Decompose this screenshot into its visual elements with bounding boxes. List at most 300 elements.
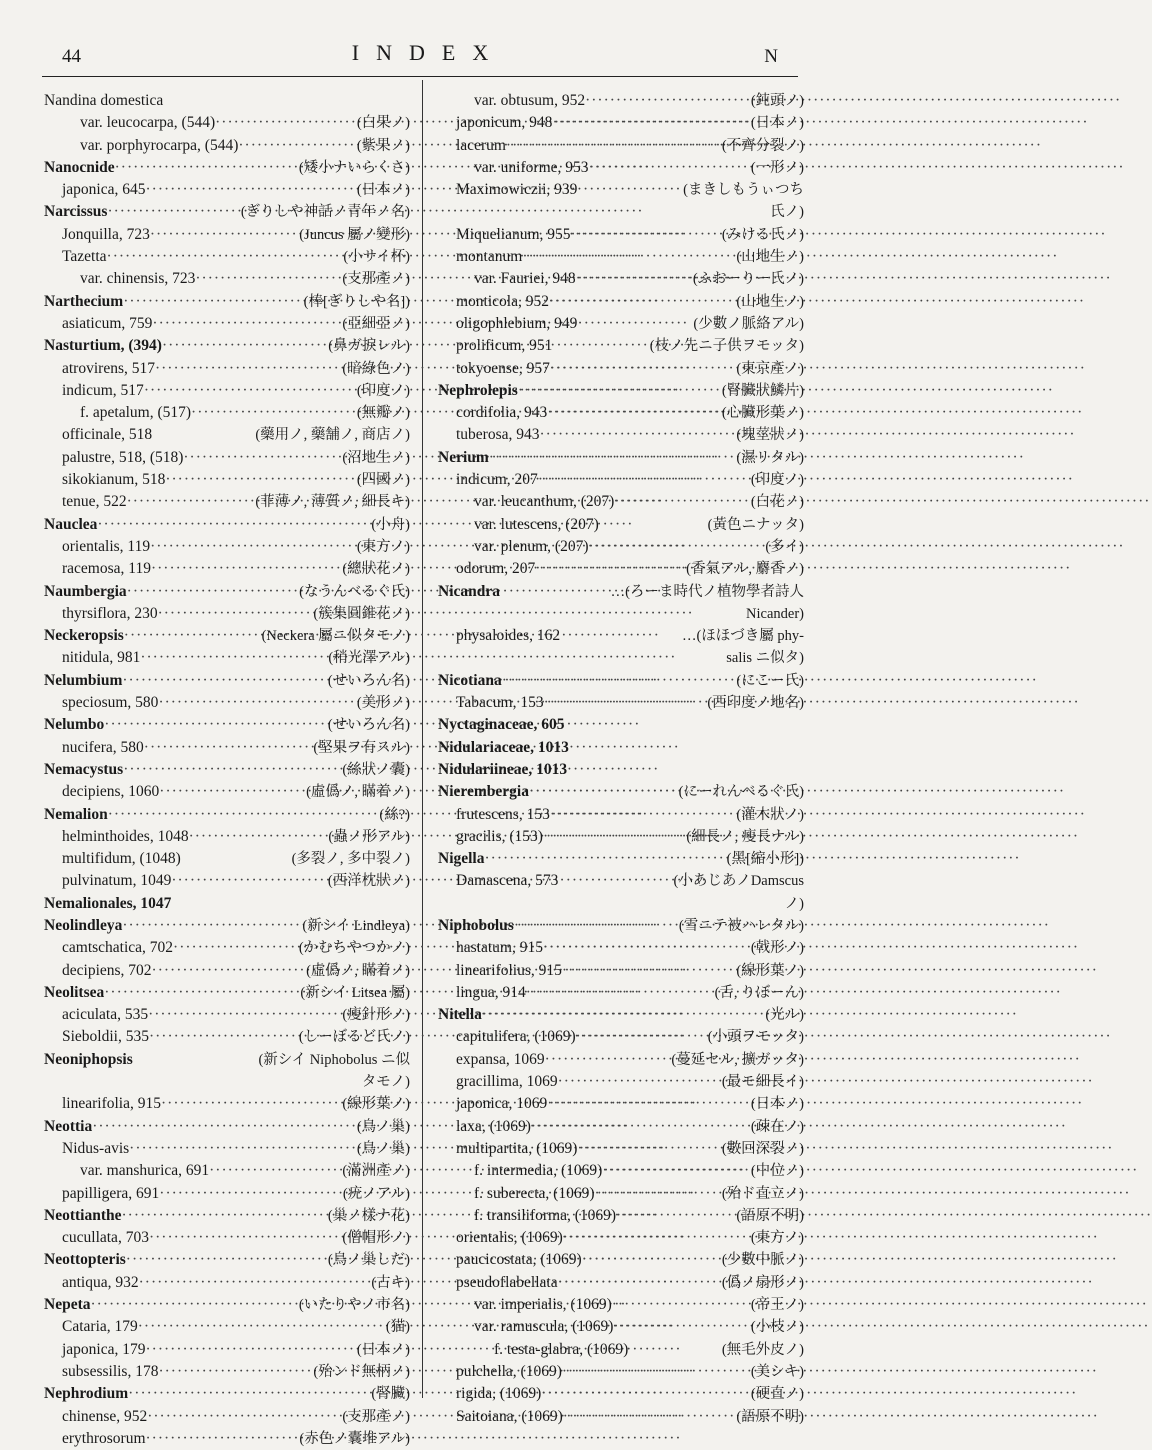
index-entry bbox=[44, 558, 410, 580]
dot-leader bbox=[104, 714, 328, 736]
entry-name: aciculata, 535 bbox=[62, 1006, 149, 1024]
entry-name: papilligera, 691 bbox=[62, 1184, 160, 1202]
entry-gloss: (無瓣ノ) bbox=[356, 405, 410, 422]
entry-gloss: (濕リタル) bbox=[736, 449, 804, 466]
dot-leader bbox=[151, 558, 342, 580]
entry-gloss: (細長ノ, 瘦長ナル) bbox=[686, 828, 804, 845]
index-heading bbox=[44, 335, 410, 357]
entry-name: japonica, 179 bbox=[62, 1340, 146, 1358]
entry-name: lingua, 914 bbox=[456, 983, 526, 1001]
index-entry bbox=[438, 1026, 804, 1048]
entry-name: linearifolius, 915 bbox=[456, 961, 562, 979]
entry-name: subsessilis, 178 bbox=[62, 1362, 159, 1380]
entry-gloss: (灌木狀ノ) bbox=[736, 806, 804, 823]
entry-gloss: (みける氏ノ) bbox=[721, 226, 804, 243]
dot-leader bbox=[552, 112, 750, 134]
dot-leader bbox=[562, 1361, 751, 1383]
dot-leader bbox=[144, 380, 357, 402]
entry-gloss: (古キ) bbox=[371, 1274, 410, 1291]
entry-name: var. imperialis, (1069) bbox=[474, 1296, 612, 1314]
index-entry bbox=[438, 1339, 804, 1361]
index-heading bbox=[438, 1004, 804, 1026]
entry-gloss: (光ル) bbox=[765, 1007, 804, 1024]
index-entry bbox=[44, 1272, 410, 1294]
entry-gloss: (舌, りぼーん) bbox=[714, 984, 804, 1001]
dot-leader bbox=[149, 1227, 342, 1249]
dot-leader bbox=[158, 692, 356, 714]
dot-leader bbox=[589, 157, 751, 179]
dot-leader bbox=[612, 1294, 751, 1316]
dot-leader bbox=[123, 759, 342, 781]
entry-name: odorum, 207 bbox=[456, 560, 536, 578]
index-entry bbox=[44, 737, 410, 759]
index-entry bbox=[438, 960, 804, 982]
dot-leader bbox=[140, 647, 328, 669]
entry-name: nucifera, 580 bbox=[62, 738, 144, 756]
index-entry bbox=[44, 1339, 410, 1361]
entry-gloss: (東方ノ) bbox=[356, 538, 410, 555]
dot-leader bbox=[122, 1205, 328, 1227]
page-header bbox=[0, 0, 840, 80]
index-heading bbox=[438, 759, 804, 781]
entry-name: gracilis, (153) bbox=[456, 827, 543, 845]
entry-name: Neoniphopsis bbox=[44, 1050, 133, 1068]
entry-name: Narcissus bbox=[44, 203, 108, 221]
dot-leader bbox=[550, 358, 736, 380]
index-heading bbox=[438, 380, 804, 402]
entry-name: lacerum bbox=[456, 136, 506, 154]
section-letter: N bbox=[764, 46, 778, 67]
dot-leader bbox=[531, 1116, 751, 1138]
entry-gloss: (まきしもうぃつち bbox=[683, 182, 804, 199]
entry-gloss: (虛僞ノ, 瞞着ノ) bbox=[306, 962, 410, 979]
entry-name: var. uniforme, 953 bbox=[474, 158, 589, 176]
dot-leader bbox=[122, 915, 302, 937]
entry-gloss: (線形葉ノ) bbox=[736, 962, 804, 979]
entry-name: Damascena, 573 bbox=[456, 872, 559, 890]
index-heading bbox=[438, 714, 804, 736]
entry-gloss: (腎臟狀鱗片) bbox=[721, 382, 804, 399]
entry-gloss: (稍光澤アル) bbox=[328, 650, 410, 667]
index-heading bbox=[44, 1249, 410, 1271]
dot-leader bbox=[589, 536, 766, 558]
entry-continuation: salis ニ似タ) bbox=[726, 650, 804, 667]
entry-name: Tabacum, 153 bbox=[456, 694, 544, 712]
index-entry bbox=[44, 937, 410, 959]
index-entry bbox=[44, 603, 410, 625]
dot-leader bbox=[550, 804, 736, 826]
entry-name: f. apetalum, (517) bbox=[80, 404, 192, 422]
dot-leader bbox=[152, 313, 342, 335]
dot-leader bbox=[538, 469, 751, 491]
index-entry bbox=[438, 1049, 804, 1071]
page-title: INDEX bbox=[351, 40, 506, 65]
entry-name: var. lutescens, (207) bbox=[474, 515, 599, 533]
index-entry bbox=[44, 469, 410, 491]
entry-name: Nelumbium bbox=[44, 671, 123, 689]
index-entry bbox=[438, 1160, 804, 1182]
dot-leader bbox=[526, 982, 715, 1004]
dot-leader bbox=[159, 781, 306, 803]
index-entry bbox=[44, 179, 410, 201]
index-entry bbox=[438, 982, 804, 1004]
entry-gloss: (紫果ノ) bbox=[356, 137, 410, 154]
dot-leader bbox=[585, 90, 751, 112]
entry-name: monticola, 952 bbox=[456, 292, 549, 310]
index-entry bbox=[44, 1026, 410, 1048]
index-entry bbox=[44, 447, 410, 469]
dot-leader bbox=[150, 224, 299, 246]
dot-leader bbox=[104, 982, 300, 1004]
dot-leader bbox=[150, 536, 357, 558]
index-heading bbox=[44, 1383, 410, 1405]
entry-name: Nidus-avis bbox=[62, 1139, 130, 1157]
index-heading bbox=[44, 157, 410, 179]
index-entry bbox=[438, 1093, 804, 1115]
entry-name: tuberosa, 943 bbox=[456, 426, 540, 444]
index-entry bbox=[44, 1093, 410, 1115]
entry-gloss: (小サイ杯) bbox=[343, 249, 410, 266]
dot-leader bbox=[149, 1026, 299, 1048]
index-entry bbox=[438, 112, 804, 134]
entry-name: pseudoflabellata bbox=[456, 1273, 558, 1291]
entry-name: tokyoense, 957 bbox=[456, 359, 550, 377]
entry-gloss: (最モ細長イ) bbox=[721, 1074, 804, 1091]
dot-leader bbox=[159, 1183, 343, 1205]
entry-gloss: (沼地生ノ) bbox=[342, 449, 410, 466]
entry-name: indicum, 517 bbox=[62, 381, 144, 399]
dot-leader bbox=[577, 1138, 721, 1160]
dot-leader bbox=[544, 692, 708, 714]
index-entry bbox=[44, 692, 410, 714]
dot-leader bbox=[129, 1138, 357, 1160]
index-entry bbox=[44, 536, 410, 558]
entry-name: asiaticum, 759 bbox=[62, 314, 153, 332]
entry-name: Narthecium bbox=[44, 292, 124, 310]
entry-gloss: (少數ノ脈絡アル) bbox=[693, 315, 804, 332]
index-entry bbox=[44, 870, 410, 892]
entry-gloss: (新シイ Lindleya) bbox=[302, 917, 410, 934]
entry-name: laxa, (1069) bbox=[456, 1117, 531, 1135]
entry-gloss: (語原不明) bbox=[736, 1207, 804, 1224]
entry-gloss: (支那產ノ) bbox=[342, 271, 410, 288]
dot-leader bbox=[543, 826, 686, 848]
dot-leader bbox=[124, 625, 262, 647]
entry-gloss: (殆ド直立ノ) bbox=[721, 1185, 804, 1202]
dot-leader bbox=[127, 581, 299, 603]
index-entry bbox=[44, 1406, 410, 1428]
index-entry bbox=[44, 1004, 410, 1026]
entry-gloss: …(ろーま時代ノ植物學者詩人 bbox=[610, 583, 804, 600]
dot-leader bbox=[189, 826, 329, 848]
index-entry bbox=[438, 1361, 804, 1383]
entry-continuation: Nicander) bbox=[746, 605, 804, 622]
dot-leader bbox=[158, 603, 314, 625]
dot-leader bbox=[571, 224, 722, 246]
entry-name: atrovirens, 517 bbox=[62, 359, 155, 377]
entry-name: Neottopteris bbox=[44, 1251, 126, 1269]
entry-gloss: (白花ノ) bbox=[750, 494, 804, 511]
index-entry bbox=[438, 1272, 804, 1294]
dot-leader bbox=[562, 960, 736, 982]
index-heading bbox=[44, 982, 410, 1004]
dot-leader bbox=[92, 1116, 357, 1138]
entry-name: Nemacystus bbox=[44, 760, 124, 778]
index-entry bbox=[438, 268, 804, 290]
entry-name: officinale, 518 bbox=[62, 426, 153, 444]
entry-gloss: (絲?) bbox=[379, 806, 410, 823]
index-entry bbox=[438, 1294, 804, 1316]
index-entry bbox=[438, 558, 804, 580]
entry-name: var. chinensis, 723 bbox=[80, 270, 196, 288]
index-entry bbox=[438, 1071, 804, 1093]
index-entry bbox=[438, 224, 804, 246]
entry-gloss: (日本ノ) bbox=[356, 182, 410, 199]
entry-gloss: (新シイ Niphobolus ニ似 bbox=[258, 1051, 410, 1068]
entry-gloss: (枝ノ先ニ子供ヲモッタ) bbox=[649, 338, 804, 355]
index-entry bbox=[438, 937, 804, 959]
index-entry bbox=[438, 870, 804, 892]
dot-leader bbox=[152, 960, 307, 982]
entry-gloss: (總狀花ノ) bbox=[342, 561, 410, 578]
entry-name: Maximowiczii, 939 bbox=[456, 181, 578, 199]
index-entry bbox=[44, 848, 410, 870]
entry-gloss: (しーぼるど氏ノ) bbox=[298, 1029, 410, 1046]
entry-name: tenue, 522 bbox=[62, 493, 127, 511]
index-entry bbox=[438, 424, 804, 446]
entry-name: var. leucanthum, (207) bbox=[474, 493, 615, 511]
index-entry bbox=[438, 1249, 804, 1271]
entry-gloss: (堅果ヲ有スル) bbox=[313, 739, 410, 756]
entry-name: capitulifera, (1069) bbox=[456, 1028, 576, 1046]
dot-leader bbox=[506, 135, 722, 157]
dot-leader bbox=[148, 1004, 342, 1026]
entry-continuation: タモノ) bbox=[361, 1074, 410, 1091]
entry-name: f. intermedia, (1069) bbox=[474, 1162, 603, 1180]
entry-gloss: (日本ノ) bbox=[750, 1096, 804, 1113]
index-entry bbox=[44, 1428, 410, 1450]
entry-name: var. manshurica, 691 bbox=[80, 1162, 210, 1180]
dot-leader bbox=[502, 670, 737, 692]
index-entry bbox=[44, 224, 410, 246]
entry-gloss: (にこー氏) bbox=[736, 672, 804, 689]
entry-name: Neckeropsis bbox=[44, 627, 124, 645]
entry-gloss: (帝王ノ) bbox=[750, 1297, 804, 1314]
entry-name: japonica, 1069 bbox=[456, 1095, 548, 1113]
entry-gloss: (多裂ノ, 多中裂ノ) bbox=[291, 851, 410, 868]
dot-leader bbox=[209, 1160, 342, 1182]
entry-gloss: (無毛外皮ノ) bbox=[721, 1341, 804, 1358]
entry-gloss: …(ほほづき屬 phy- bbox=[681, 628, 804, 645]
entry-name: var. leucocarpa, (544) bbox=[80, 114, 216, 132]
entry-name: Nicandra bbox=[438, 582, 500, 600]
entry-name: decipiens, 1060 bbox=[62, 783, 160, 801]
dot-leader bbox=[482, 1004, 765, 1026]
entry-gloss: (僞ノ扇形ノ) bbox=[721, 1274, 804, 1291]
dot-leader bbox=[616, 1205, 736, 1227]
entry-gloss: (滿洲產ノ) bbox=[342, 1163, 410, 1180]
index-entry bbox=[438, 1227, 804, 1249]
index-entry bbox=[438, 1116, 804, 1138]
entry-gloss: (鈍頭ノ) bbox=[750, 93, 804, 109]
dot-leader bbox=[518, 380, 722, 402]
dot-leader bbox=[126, 1249, 328, 1271]
entry-gloss: (棒[ぎりしや名]) bbox=[303, 293, 410, 310]
index-entry bbox=[438, 1183, 804, 1205]
entry-gloss: (ぎりしや神話ノ青年ノ名) bbox=[240, 204, 410, 221]
page-number: 44 bbox=[62, 46, 81, 67]
index-heading bbox=[44, 1116, 410, 1138]
dot-leader bbox=[215, 112, 357, 134]
dot-leader bbox=[547, 402, 722, 424]
dot-leader bbox=[582, 1249, 722, 1271]
dot-leader bbox=[146, 179, 357, 201]
entry-gloss: (巢ノ樣ナ花) bbox=[327, 1207, 410, 1224]
entry-name: palustre, 518, (518) bbox=[62, 448, 184, 466]
index-entry bbox=[438, 90, 804, 112]
entry-name: racemosa, 119 bbox=[62, 560, 151, 578]
index-heading bbox=[44, 670, 410, 692]
dot-leader bbox=[543, 937, 751, 959]
dot-leader bbox=[576, 268, 693, 290]
index-entry bbox=[44, 313, 410, 335]
entry-name: Nanocnide bbox=[44, 158, 115, 176]
index-column-left bbox=[44, 90, 410, 1450]
entry-gloss: (支那產ノ) bbox=[342, 1408, 410, 1425]
entry-gloss: (不齊分裂ノ) bbox=[721, 137, 804, 154]
entry-gloss: (鳥ノ巢) bbox=[356, 1140, 410, 1157]
index-entry bbox=[438, 291, 804, 313]
dot-leader bbox=[540, 424, 737, 446]
index-entry bbox=[44, 246, 410, 268]
dot-leader bbox=[162, 335, 328, 357]
index-heading bbox=[438, 781, 804, 803]
index-entry bbox=[438, 179, 804, 201]
entry-name: pulchella, (1069) bbox=[456, 1362, 562, 1380]
entry-name: Nyctaginaceae, 605 bbox=[438, 716, 565, 734]
index-entry bbox=[44, 960, 410, 982]
dot-leader bbox=[146, 1339, 357, 1361]
dot-leader bbox=[173, 937, 299, 959]
entry-name: montanum bbox=[456, 248, 523, 266]
index-heading bbox=[438, 737, 804, 759]
entry-gloss: (鳥ノ巢しだ) bbox=[327, 1252, 410, 1269]
index-entry bbox=[44, 1316, 410, 1338]
dot-leader bbox=[107, 201, 240, 223]
index-heading bbox=[44, 581, 410, 603]
entry-name: Nephrodium bbox=[44, 1385, 129, 1403]
entry-gloss: (蟲ノ形アル) bbox=[328, 828, 410, 845]
entry-gloss: (虛僞ノ, 瞞着ノ) bbox=[306, 784, 410, 801]
dot-leader bbox=[529, 781, 679, 803]
entry-name: f. testa-glabra, (1069) bbox=[494, 1340, 629, 1358]
dot-leader bbox=[563, 1406, 737, 1428]
entry-name: Niphobolus bbox=[438, 916, 514, 934]
entry-gloss: (ふおーりー氏ノ) bbox=[692, 271, 804, 288]
dot-leader bbox=[91, 1294, 299, 1316]
dot-leader bbox=[123, 291, 303, 313]
entry-gloss: (雪ニテ被ハレタル) bbox=[678, 917, 804, 934]
entry-name: var. porphyrocarpa, (544) bbox=[80, 136, 239, 154]
entry-gloss: (小枝ノ) bbox=[750, 1319, 804, 1336]
index-entry bbox=[44, 491, 410, 513]
index-entry bbox=[438, 157, 804, 179]
entry-gloss: (美形ノ) bbox=[356, 695, 410, 712]
index-entry bbox=[438, 335, 804, 357]
entry-name: Sieboldii, 535 bbox=[62, 1028, 149, 1046]
index-heading bbox=[44, 201, 410, 223]
dot-leader bbox=[191, 402, 357, 424]
index-entry bbox=[438, 1316, 804, 1338]
entry-gloss: (山地生ノ) bbox=[736, 249, 804, 266]
dot-leader bbox=[195, 268, 342, 290]
index-heading bbox=[44, 759, 410, 781]
dot-leader bbox=[139, 1272, 372, 1294]
entry-gloss: (硬直ノ) bbox=[750, 1386, 804, 1403]
entry-name: oligophlebium, 949 bbox=[456, 314, 578, 332]
index-heading bbox=[44, 714, 410, 736]
entry-continuation: 氏ノ) bbox=[770, 204, 804, 221]
entry-name: Nerium bbox=[438, 448, 489, 466]
dot-leader bbox=[489, 447, 737, 469]
index-entry bbox=[438, 469, 804, 491]
entry-gloss: (一形ノ) bbox=[750, 159, 804, 176]
dot-leader bbox=[514, 915, 679, 937]
entry-name: Nasturtium, (394) bbox=[44, 337, 162, 355]
entry-name: camtschatica, 702 bbox=[62, 939, 174, 957]
entry-gloss: (菲薄ノ, 薄質ノ, 細長キ) bbox=[255, 494, 410, 511]
entry-gloss: (藥用ノ, 藥舗ノ, 商店ノ) bbox=[255, 427, 410, 444]
entry-gloss: (四國ノ) bbox=[356, 472, 410, 489]
index-entry bbox=[438, 402, 804, 424]
entry-name: Nigella bbox=[438, 850, 485, 868]
index-heading bbox=[438, 581, 804, 603]
index-heading bbox=[44, 804, 410, 826]
index-entry bbox=[438, 514, 804, 536]
entry-name: cordifolia, 943 bbox=[456, 404, 548, 422]
dot-leader bbox=[522, 246, 736, 268]
index-entry bbox=[438, 313, 804, 335]
entry-gloss: (鼻ガ捩レル) bbox=[328, 338, 410, 355]
entry-name: antiqua, 932 bbox=[62, 1273, 139, 1291]
entry-gloss: (語原不明) bbox=[736, 1408, 804, 1425]
index-entry bbox=[438, 625, 804, 647]
dot-leader bbox=[171, 870, 327, 892]
entry-gloss: (にーれんべるぐ氏) bbox=[678, 784, 804, 801]
entry-gloss: (白果ノ) bbox=[356, 115, 410, 132]
entry-name: f. transiliforma, (1069) bbox=[474, 1206, 617, 1224]
entry-name: Neolindleya bbox=[44, 916, 123, 934]
entry-name: erythrosorum bbox=[62, 1429, 146, 1447]
entry-gloss: (中位ノ) bbox=[750, 1163, 804, 1180]
dot-leader bbox=[549, 291, 736, 313]
entry-name: Nemalionales, 1047 bbox=[44, 894, 172, 912]
dot-leader bbox=[107, 246, 344, 268]
entry-name: Nierembergia bbox=[438, 783, 529, 801]
entry-name: Nephrolepis bbox=[438, 381, 518, 399]
entry-name: orientalis, 119 bbox=[62, 537, 151, 555]
entry-continuation: ノ) bbox=[784, 895, 804, 912]
entry-name: Nemalion bbox=[44, 805, 108, 823]
entry-gloss: (暗綠色ノ) bbox=[342, 360, 410, 377]
entry-gloss: (殆ンド無柄ノ) bbox=[313, 1363, 410, 1380]
index-heading bbox=[44, 291, 410, 313]
entry-name: var. obtusum, 952 bbox=[474, 92, 586, 109]
index-entry bbox=[44, 268, 410, 290]
entry-gloss: (赤色ノ囊堆アル) bbox=[299, 1430, 410, 1447]
index-entry bbox=[438, 804, 804, 826]
index-entry bbox=[44, 1227, 410, 1249]
